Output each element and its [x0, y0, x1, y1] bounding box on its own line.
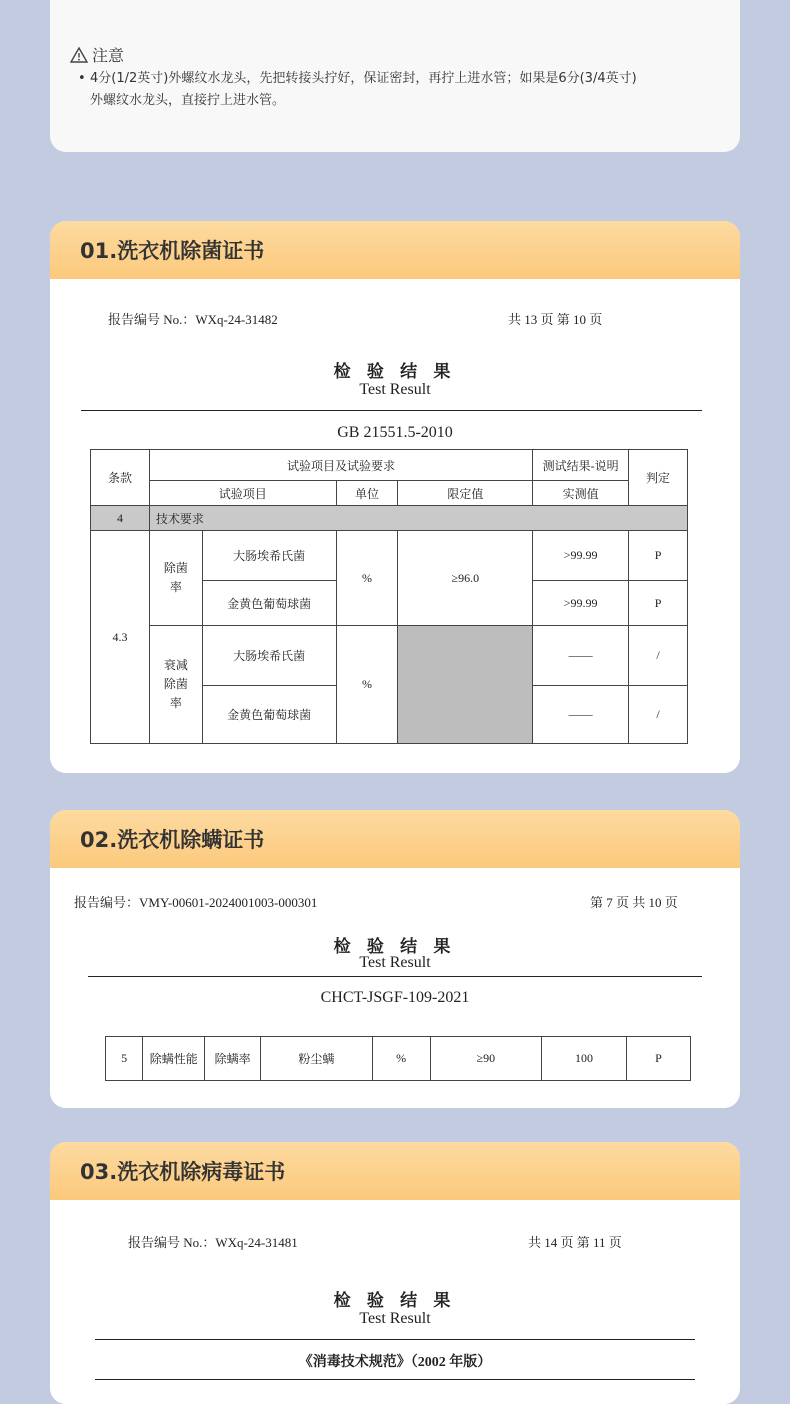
result-title-en: Test Result: [359, 1310, 431, 1327]
cell-measured: 100: [542, 1037, 627, 1081]
sterilization-certificate-card: [50, 221, 740, 773]
notice-card: [50, 0, 740, 152]
unit-percent: %: [336, 531, 398, 626]
section-heading-virus-removal: 03.洗衣机除病毒证书: [50, 1142, 740, 1200]
result-title-en: Test Result: [359, 381, 431, 398]
group-sterilization-rate: 除菌 率: [149, 531, 202, 626]
cell-clause: 5: [106, 1037, 143, 1081]
cell-species: 粉尘螨: [261, 1037, 373, 1081]
mite-removal-certificate-card: [50, 810, 740, 1108]
unit-percent-decay: %: [336, 626, 398, 744]
judge-ecoli: P: [629, 531, 688, 581]
header-measured: 实测值: [533, 481, 629, 506]
result-table: [90, 449, 688, 744]
limit-value: ≥96.0: [398, 531, 533, 626]
section-heading-sterilization: 01.洗衣机除菌证书: [50, 221, 740, 279]
judge-ecoli-decay: /: [629, 626, 688, 686]
header-unit: 单位: [336, 481, 398, 506]
notice-title: [70, 43, 124, 66]
virus-removal-certificate-card: [50, 1142, 740, 1404]
divider: [88, 976, 702, 977]
row-clause-4: 4: [91, 506, 150, 531]
result-title-en: Test Result: [359, 954, 431, 971]
divider: [95, 1339, 695, 1340]
result-table: [105, 1036, 691, 1081]
row-technical-requirements: 技术要求: [149, 506, 687, 531]
page-count: 共 14 页 第 11 页: [528, 1235, 622, 1250]
judge-staph-decay: /: [629, 686, 688, 744]
header-clause: 条款: [91, 450, 150, 506]
cell-unit: %: [372, 1037, 430, 1081]
item-staph: 金黄色葡萄球菌: [202, 581, 336, 626]
cell-judgement: P: [626, 1037, 690, 1081]
header-item: 试验项目: [149, 481, 336, 506]
header-judgement: 判定: [629, 450, 688, 506]
warning-icon: [70, 47, 88, 63]
divider: [81, 410, 702, 411]
page-count: 第 7 页 共 10 页: [590, 895, 678, 910]
header-limit: 限定值: [398, 481, 533, 506]
measured-staph-decay: ——: [533, 686, 629, 744]
notice-body: [78, 68, 720, 112]
notice-title-text: 注意: [92, 46, 125, 65]
certificate-document: [50, 868, 740, 1108]
header-result: 测试结果-说明: [533, 450, 629, 481]
item-ecoli-decay: 大肠埃希氏菌: [202, 626, 336, 686]
section-heading-mite-removal: 02.洗衣机除螨证书: [50, 810, 740, 868]
page-count: 共 13 页 第 10 页: [508, 312, 603, 327]
certificate-document: [50, 279, 740, 773]
notice-bullet: •: [78, 71, 86, 86]
report-number: 报告编号 No.：WXq-24-31481: [128, 1235, 298, 1250]
table-top-border: [95, 1379, 695, 1380]
item-ecoli: 大肠埃希氏菌: [202, 531, 336, 581]
certificate-document: [50, 1200, 740, 1404]
standard-code: GB 21551.5-2010: [337, 424, 453, 441]
standard-code: 《消毒技术规范》（2002 年版）: [298, 1355, 492, 1370]
measured-ecoli-decay: ——: [533, 626, 629, 686]
group-decay-sterilization-rate: 衰减 除菌 率: [149, 626, 202, 744]
cell-test-item: 除螨性能: [143, 1037, 205, 1081]
judge-staph: P: [629, 581, 688, 626]
header-items-requirements: 试验项目及试验要求: [149, 450, 532, 481]
row-clause-4-3: 4.3: [91, 531, 150, 744]
notice-text-line2: 外螺纹水龙头，直接拧上进水管。: [90, 93, 286, 108]
result-title-cn: 检 验 结 果: [333, 362, 457, 381]
notice-text-line1: 4分(1/2英寸)外螺纹水龙头，先把转接头拧好，保证密封，再拧上进水管；如果是6分(3/4英寸): [90, 71, 637, 86]
measured-ecoli: >99.99: [533, 531, 629, 581]
item-staph-decay: 金黄色葡萄球菌: [202, 686, 336, 744]
cell-limit: ≥90: [430, 1037, 542, 1081]
standard-code: CHCT-JSGF-109-2021: [320, 989, 470, 1006]
result-title-cn: 检 验 结 果: [333, 1291, 457, 1310]
cell-indicator: 除螨率: [205, 1037, 261, 1081]
result-title-cn: 检 验 结 果: [333, 937, 457, 956]
limit-blank: [398, 626, 533, 744]
report-number: 报告编号 No.：WXq-24-31482: [108, 312, 278, 327]
report-number: 报告编号：VMY-00601-2024001003-000301: [74, 895, 318, 910]
measured-staph: >99.99: [533, 581, 629, 626]
